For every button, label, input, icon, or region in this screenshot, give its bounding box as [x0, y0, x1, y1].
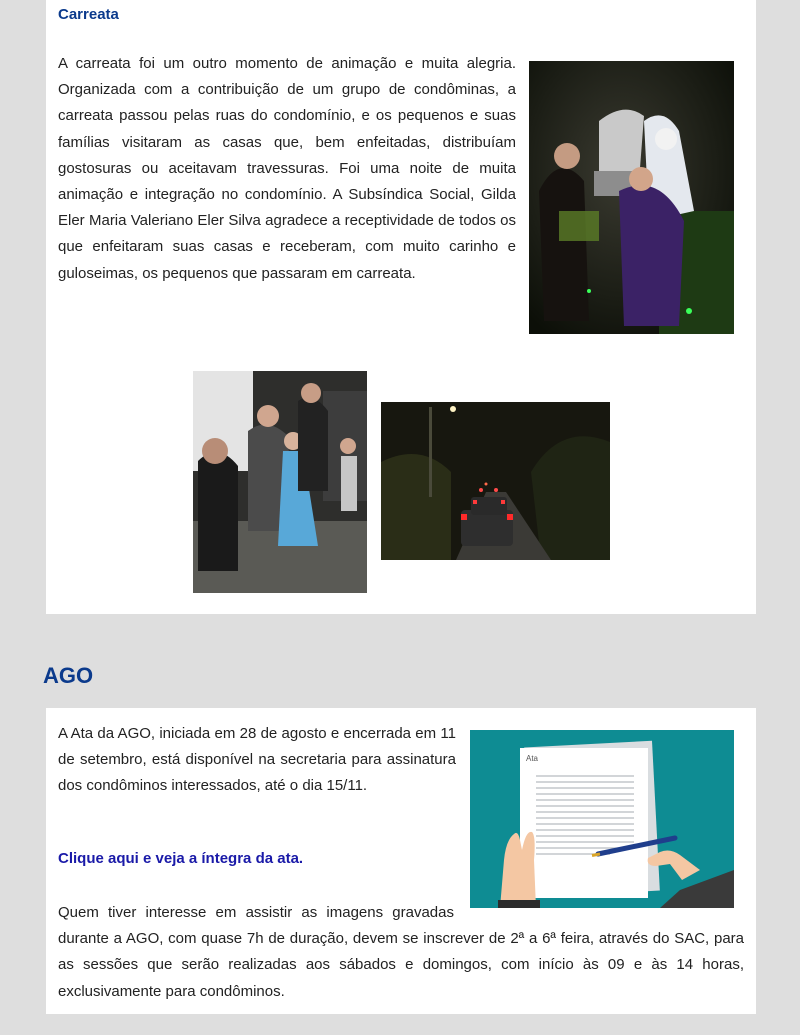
ago-section-title: AGO [43, 663, 94, 688]
ago-paragraph-1: A Ata da AGO, iniciada em 28 de agosto e encerrada em 11 de setembro, está disponível na secretaria para assinatura dos condôminos interessados, até o dia 15/11. [58, 725, 456, 795]
ago-paragraph-2-text: Quem tiver interesse em assistir as imagens gravadas durante a AGO, com quase 7h de duração, devem se inscrever de 2ª a 6ª feira, através do SAC, para as sessões que serão realizadas aos sábados e domingos, com início às 09 e às 14 horas, exclusivamente para condôminos. [58, 904, 744, 1000]
ata-label: Ata [526, 754, 539, 763]
ata-document-illustration [470, 730, 734, 908]
ago-full-minutes-link[interactable]: Clique aqui e veja a íntegra da ata. [58, 850, 304, 867]
carreata-photo-costumes [529, 61, 734, 334]
carreata-photo-cars [381, 402, 610, 560]
carreata-title: Carreata [58, 6, 119, 23]
carreata-photo-children [193, 371, 367, 593]
ago-paragraph-2 [58, 900, 744, 1005]
carreata-paragraph: A carreata foi um outro momento de animação e muita alegria. Organizada com a contribuição de um grupo de condôminas, a carreata passou pelas ruas do condomínio, e os pequenos e suas famílias visitaram as casas que, bem enfeitadas, distribuíam gostosuras ou aceitavam travessuras. Foi uma noite de muita animação e integração no condomínio. A Subsíndica Social, Gilda Eler Maria Valeriano Eler Silva agradece a receptividade de todos os que enfeitaram suas casas e receberam, com muito carinho e guloseimas, os pequenos que passaram em carreata. [58, 55, 516, 282]
